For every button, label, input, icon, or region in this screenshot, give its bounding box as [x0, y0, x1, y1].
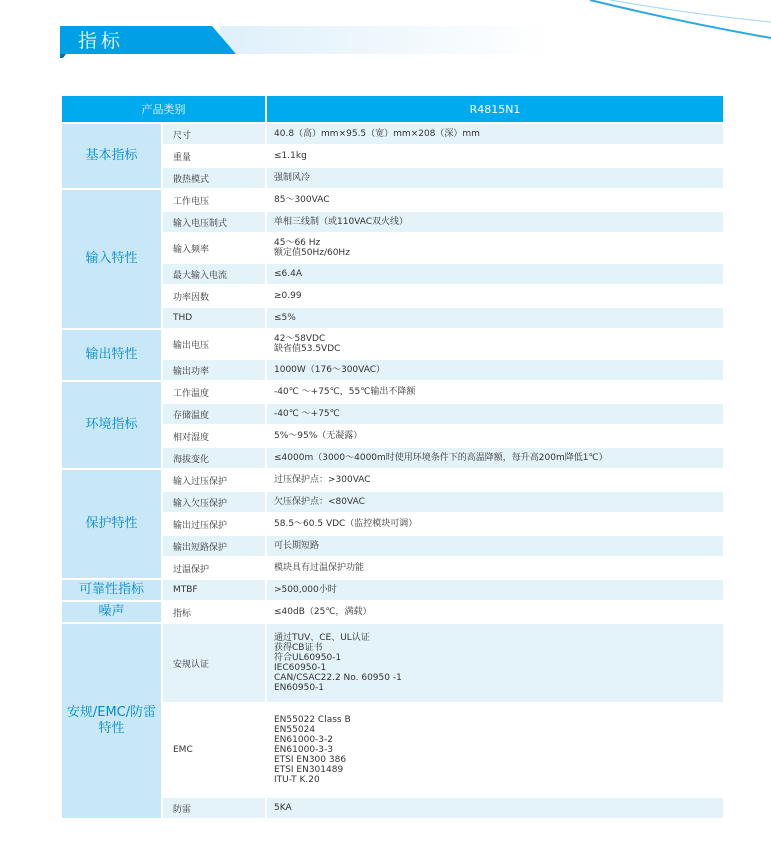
- item-value-cell: 欠压保护点：<80VAC: [266, 491, 724, 513]
- item-value-cell: 42～58VDC 缺省值53.5VDC: [266, 329, 724, 359]
- item-value-cell: 5KA: [266, 797, 724, 819]
- item-name-cell: 输入过压保护: [162, 469, 266, 491]
- item-value-cell: 85～300VAC: [266, 189, 724, 211]
- item-name-cell: MTBF: [162, 579, 266, 601]
- category-cell: 保护特性: [61, 469, 162, 579]
- item-name-cell: 最大输入电流: [162, 263, 266, 285]
- header-category: 产品类别: [61, 95, 266, 123]
- item-value-cell: 可长期短路: [266, 535, 724, 557]
- table-row: [61, 329, 724, 359]
- table-row: [61, 381, 724, 403]
- item-value-cell: 强制风冷: [266, 167, 724, 189]
- header-model: R4815N1: [266, 95, 724, 123]
- category-cell: 安规/EMC/防雷 特性: [61, 623, 162, 819]
- item-value-cell: ≤5%: [266, 307, 724, 329]
- table-row: [61, 189, 724, 211]
- category-cell: 噪声: [61, 601, 162, 623]
- item-name-cell: 过温保护: [162, 557, 266, 579]
- item-name-cell: THD: [162, 307, 266, 329]
- table-header-row: [61, 95, 724, 123]
- item-value-cell: 40.8（高）mm×95.5（宽）mm×208（深）mm: [266, 123, 724, 145]
- item-value-cell: ≤6.4A: [266, 263, 724, 285]
- item-name-cell: 安规认证: [162, 623, 266, 703]
- category-cell: 可靠性指标: [61, 579, 162, 601]
- item-name-cell: 功率因数: [162, 285, 266, 307]
- item-name-cell: 防雷: [162, 797, 266, 819]
- item-name-cell: EMC: [162, 703, 266, 797]
- item-name-cell: 输出电压: [162, 329, 266, 359]
- category-cell: 环境指标: [61, 381, 162, 469]
- item-name-cell: 散热模式: [162, 167, 266, 189]
- item-value-cell: 单相三线制（或110VAC双火线）: [266, 211, 724, 233]
- item-name-cell: 工作电压: [162, 189, 266, 211]
- item-value-cell: 1000W（176～300VAC）: [266, 359, 724, 381]
- item-name-cell: 尺寸: [162, 123, 266, 145]
- item-value-cell: ≤4000m（3000～4000m时使用环境条件下的高温降额，每升高200m降低1℃）: [266, 447, 724, 469]
- item-value-cell: -40℃ ～+75℃，55℃输出不降额: [266, 381, 724, 403]
- category-cell: 输出特性: [61, 329, 162, 381]
- item-name-cell: 重量: [162, 145, 266, 167]
- item-name-cell: 输入频率: [162, 233, 266, 263]
- item-value-cell: -40℃ ～+75℃: [266, 403, 724, 425]
- item-name-cell: 输出功率: [162, 359, 266, 381]
- section-title: 指标: [78, 30, 125, 52]
- table-row: [61, 579, 724, 601]
- spec-table: [60, 94, 725, 820]
- item-value-cell: ≥0.99: [266, 285, 724, 307]
- item-name-cell: 输出短路保护: [162, 535, 266, 557]
- item-value-cell: >500,000小时: [266, 579, 724, 601]
- item-name-cell: 输出过压保护: [162, 513, 266, 535]
- item-name-cell: 相对湿度: [162, 425, 266, 447]
- item-value-cell: 45～66 Hz 额定值50Hz/60Hz: [266, 233, 724, 263]
- item-name-cell: 海拔变化: [162, 447, 266, 469]
- item-value-cell: 通过TUV、CE、UL认证 获得CB证书 符合UL60950-1 IEC60950-1 CAN/CSAC22.2 No. 60950 -1 EN60950-1: [266, 623, 724, 703]
- table-row: [61, 623, 724, 703]
- item-value-cell: EN55022 Class B EN55024 EN61000-3-2 EN61000-3-3 ETSI EN300 386 ETSI EN301489 ITU-T K.20: [266, 703, 724, 797]
- spec-table-body: [61, 123, 724, 819]
- section-title-band: [60, 24, 550, 58]
- item-value-cell: 58.5～60.5 VDC（监控模块可调）: [266, 513, 724, 535]
- item-name-cell: 输入电压制式: [162, 211, 266, 233]
- item-value-cell: 模块具有过温保护功能: [266, 557, 724, 579]
- item-value-cell: 过压保护点：>300VAC: [266, 469, 724, 491]
- item-name-cell: 工作温度: [162, 381, 266, 403]
- item-value-cell: ≤1.1kg: [266, 145, 724, 167]
- item-name-cell: 存储温度: [162, 403, 266, 425]
- item-name-cell: 输入欠压保护: [162, 491, 266, 513]
- table-row: [61, 123, 724, 145]
- table-row: [61, 601, 724, 623]
- category-cell: 输入特性: [61, 189, 162, 329]
- item-value-cell: ≤40dB（25℃，满载）: [266, 601, 724, 623]
- category-cell: 基本指标: [61, 123, 162, 189]
- item-value-cell: 5%～95%（无凝露）: [266, 425, 724, 447]
- item-name-cell: 指标: [162, 601, 266, 623]
- table-row: [61, 469, 724, 491]
